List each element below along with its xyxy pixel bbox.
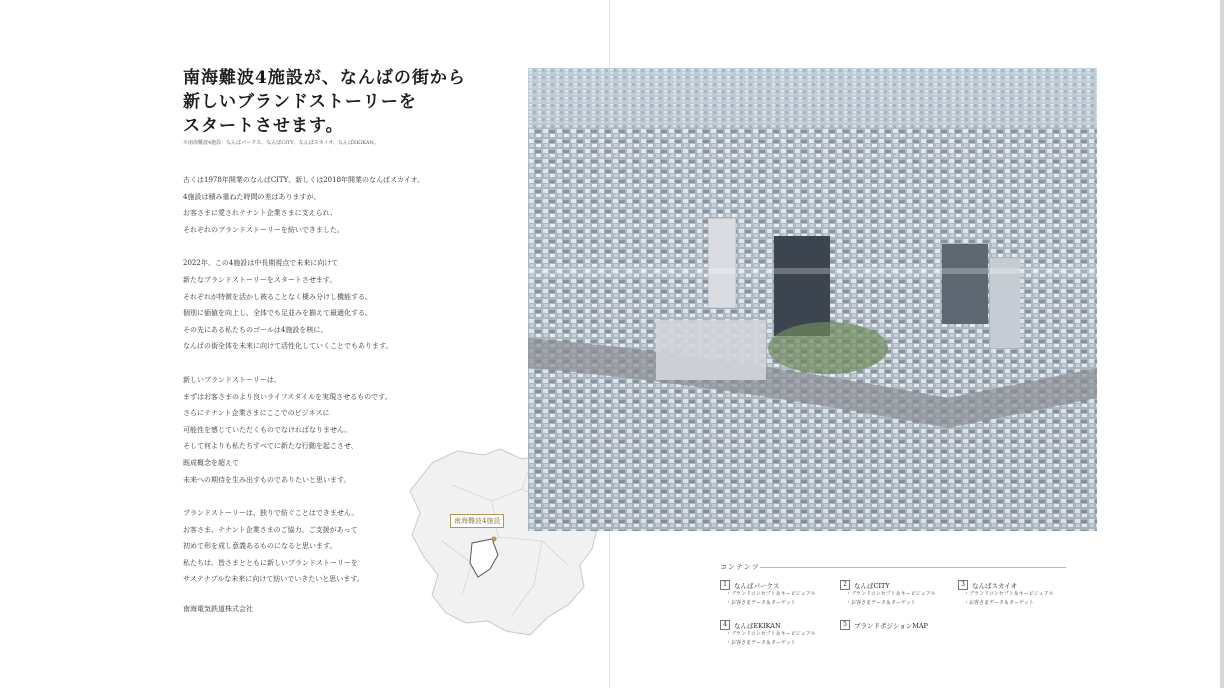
text-line: ブランドストーリーは、独りで紡ぐことはできません。 [183, 509, 359, 518]
item-title: なんばパークス [734, 581, 780, 590]
contents-item-2[interactable] [840, 580, 936, 608]
text-line: それぞれが特徴を活かし被ることなく棲み分けし機能する。 [183, 292, 372, 301]
text-line: そして何よりも私たちすべてに新たな行動を起こさせ、 [183, 442, 358, 451]
item-sub: ・ブランドコンセプト＆キービジュアル [846, 591, 936, 597]
item-sub: ・ブランドコンセプト＆キービジュアル [726, 631, 816, 637]
text-line: さらにテナント企業さまにここでのビジネスに [183, 409, 330, 418]
headline-line-1: 南海難波4施設が、なんばの街から [183, 68, 466, 88]
text-line: 初めて形を成し意義あるものになると思います。 [183, 542, 337, 551]
item-number: 2 [840, 580, 850, 590]
item-sub: ・お客さまデータ＆ターゲット [726, 640, 796, 646]
item-number: 4 [720, 620, 730, 630]
item-title: なんばスカイオ [972, 581, 1018, 590]
headline [183, 66, 466, 138]
item-sub: ・お客さまデータ＆ターゲット [846, 600, 916, 606]
item-title: なんばCITY [854, 581, 890, 590]
item-sub: ・お客さまデータ＆ターゲット [726, 600, 796, 606]
item-sub: ・ブランドコンセプト＆キービジュアル [964, 591, 1054, 597]
text-line: 可能性を感じていただくものでなければなりません。 [183, 425, 352, 434]
headline-line-2: 新しいブランドストーリーを [183, 92, 417, 112]
headline-line-3: スタートさせます。 [183, 116, 344, 136]
company-signature: 南海電気鉄道株式会社 [183, 605, 253, 613]
contents-item-3[interactable] [958, 580, 1054, 608]
aerial-city-photo [528, 68, 1097, 531]
text-line: 4施設は積み重ねた時間の差はありますが、 [183, 192, 321, 201]
paragraph-2 [183, 255, 483, 355]
text-line: それぞれのブランドストーリーを紡いできました。 [183, 225, 344, 234]
item-number: 3 [958, 580, 968, 590]
text-line: お客さまに愛されテナント企業さまに支えられ、 [183, 209, 338, 218]
paragraph-1 [183, 172, 483, 238]
item-title: ブランドポジションMAP [854, 621, 928, 630]
text-line: なんばの街全体を未来に向けて活性化していくことでもあります。 [183, 342, 393, 351]
text-line: その先にある私たちのゴールは4施設を核に、 [183, 325, 328, 334]
item-title: なんばEKIKAN [734, 621, 781, 630]
contents-item-4[interactable] [720, 620, 816, 648]
text-line: 2022年、この4施設は中長期視点で未来に向けて [183, 259, 339, 268]
item-sub: ・お客さまデータ＆ターゲット [964, 600, 1034, 606]
location-marker-icon [492, 537, 497, 542]
text-line: 個別に価値を向上し、全体でも足並みを揃えて最適化する。 [183, 309, 372, 318]
text-line: お客さま、テナント企業さまのご協力、ご支援があって [183, 525, 358, 534]
item-sub: ・ブランドコンセプト＆キービジュアル [726, 591, 816, 597]
contents-item-1[interactable] [720, 580, 816, 608]
text-line: 既成概念を超えて [183, 458, 239, 467]
text-line: 未来への期待を生み出すものでありたいと思います。 [183, 475, 351, 484]
item-number: 1 [720, 580, 730, 590]
text-line: 私たちは、皆さまとともに新しいブランドストーリーを [183, 558, 358, 567]
text-line: 古くは1978年開業のなんばCITY、新しくは2018年開業のなんばスカイオ。 [183, 176, 424, 184]
contents-title: コンテンツ [720, 563, 760, 571]
footnote: ※南海難波4施設：なんばパークス、なんばCITY、なんばスカイオ、なんばEKIKAN。 [183, 140, 379, 146]
text-line: 新たなブランドストーリーをスタートさせます。 [183, 275, 337, 284]
text-line: 新しいブランドストーリーは、 [183, 375, 281, 384]
map-location-label: 南海難波4施設 [450, 514, 504, 528]
contents-item-5[interactable] [840, 620, 928, 630]
text-line: まずはお客さまのより良いライフスタイルを実現させるものです。 [183, 392, 392, 401]
item-number: 5 [840, 620, 850, 630]
contents-divider [760, 567, 1066, 568]
scrollbar[interactable] [1220, 0, 1224, 688]
text-line: サステナブルな未来に向けて紡いでいきたいと思います。 [183, 575, 364, 584]
